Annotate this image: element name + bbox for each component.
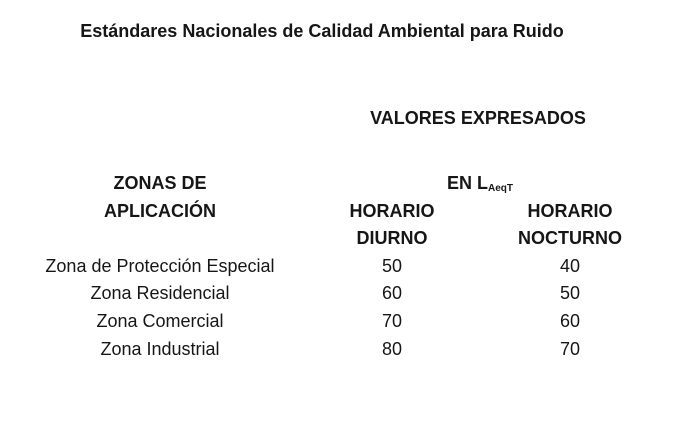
zones-header-line1: ZONAS DE <box>113 173 207 193</box>
zone-name: Zona Residencial <box>90 283 230 304</box>
unit-prefix: EN L <box>446 173 488 193</box>
zone-name: Zona Comercial <box>96 310 224 331</box>
nocturno-value: 60 <box>559 310 581 331</box>
diurno-value: 80 <box>381 338 403 359</box>
nocturno-header-line2: NOCTURNO <box>518 228 622 249</box>
nocturno-value: 50 <box>559 283 581 304</box>
nocturno-value: 70 <box>559 338 581 359</box>
values-group-header: VALORES EXPRESADOS <box>370 108 586 128</box>
diurno-value: 50 <box>381 255 403 276</box>
empty-cell <box>0 225 320 253</box>
nocturno-value: 40 <box>559 255 581 276</box>
diurno-header-line1: HORARIO <box>349 200 435 221</box>
zones-header-line2: APLICACIÓN <box>104 200 216 221</box>
nocturno-header-line1: HORARIO <box>527 200 613 221</box>
document-title: Estándares Nacionales de Calidad Ambiental para Ruido <box>80 21 564 41</box>
zone-name: Zona de Protección Especial <box>45 255 275 276</box>
unit-header <box>320 170 676 198</box>
diurno-value: 60 <box>381 283 403 304</box>
noise-standards-table <box>0 170 676 363</box>
unit-subscript: AeqT <box>488 183 513 194</box>
diurno-value: 70 <box>381 310 403 331</box>
zone-name: Zona Industrial <box>100 338 220 359</box>
diurno-header-line2: DIURNO <box>356 228 428 249</box>
